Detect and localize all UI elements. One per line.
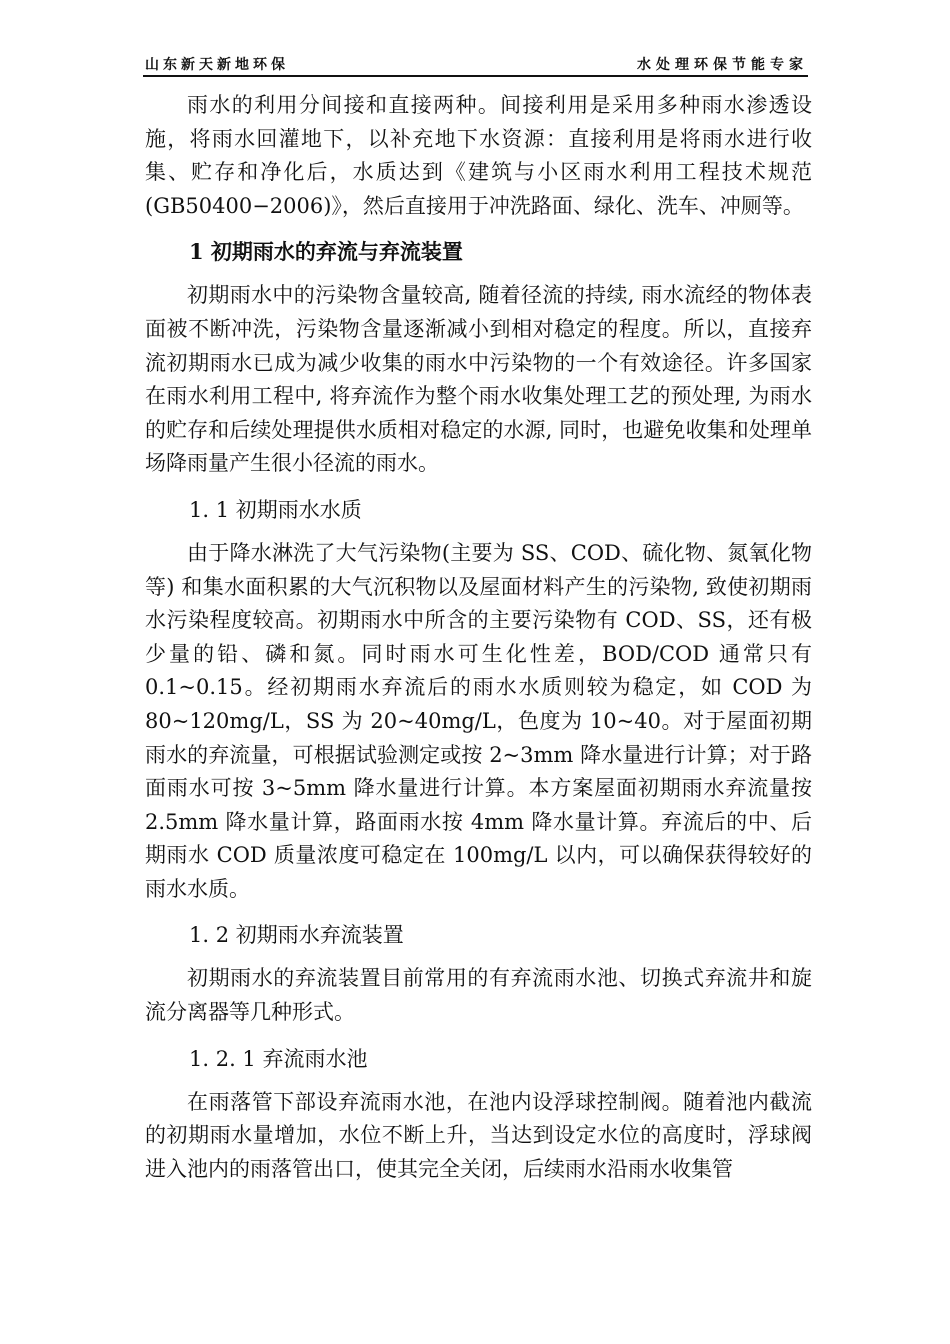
header-company: 山东新天新地环保 (145, 57, 289, 73)
section-1-2-paragraph: 初期雨水的弃流装置目前常用的有弃流雨水池、切换式弃流井和旋流分离器等几种形式。 (145, 966, 812, 1025)
document-body (145, 89, 812, 1186)
intro-paragraph: 雨水的利用分间接和直接两种。间接利用是采用多种雨水渗透设施，将雨水回灌地下，以补充地下水资源：直接利用是将雨水进行收集、贮存和净化后，水质达到《建筑与小区雨水利用工程技术规范(GB50400−2006)》，然后直接用于冲洗路面、绿化、洗车、冲厕等。 (145, 93, 812, 218)
header-rule (143, 75, 808, 77)
section-1-paragraph: 初期雨水中的污染物含量较高, 随着径流的持续, 雨水流经的物体表面被不断冲洗，污染物含量逐渐减小到相对稳定的程度。所以，直接弃流初期雨水已成为减少收集的雨水中污染物的一个有效途径。许多国家在雨水利用工程中, 将弃流作为整个雨水收集处理工艺的预处理, 为雨水的贮存和后续处理提供水质相对稳定的水源, 同时，也避免收集和处理单场降雨量产生很小径流的雨水。 (145, 283, 812, 476)
page-header (143, 56, 808, 78)
section-1-2-1-heading: 1. 2. 1 弃流雨水池 (189, 1046, 368, 1071)
section-1-1-heading: 1. 1 初期雨水水质 (189, 497, 362, 522)
section-1-2-heading: 1. 2 初期雨水弃流装置 (189, 923, 404, 948)
header-slogan: 水处理环保节能专家 (637, 57, 808, 73)
section-1-1-paragraph: 由于降水淋洗了大气污染物(主要为 SS、COD、硫化物、氮氧化物等) 和集水面积累的大气沉积物以及屋面材料产生的污染物, 致使初期雨水污染程度较高。初期雨水中所含的主要污染物有 COD、SS，还有极少量的铅、磷和氮。同时雨水可生化性差，BOD/COD 通常只有 0.1~0.15。经初期雨水弃流后的雨水水质则较为稳定，如 COD 为 80~120mg/L，SS 为 20~40mg/L，色度为 10~40。对于屋面初期雨水的弃流量，可根据试验测定或按 2~3mm 降水量进行计算；对于路面雨水可按 3~5mm 降水量进行计算。本方案屋面初期雨水弃流量按 2.5mm 降水量计算，路面雨水按 4mm 降水量计算。弃流后的中、后期雨水 COD 质量浓度可稳定在 100mg/L 以内，可以确保获得较好的雨水水质。 (145, 540, 812, 901)
section-1-heading: 1 初期雨水的弃流与弃流装置 (189, 239, 463, 265)
section-1-2-1-paragraph: 在雨落管下部设弃流雨水池，在池内设浮球控制阀。随着池内截流的初期雨水量增加，水位不断上升，当达到设定水位的高度时，浮球阀进入池内的雨落管出口，使其完全关闭，后续雨水沿雨水收集管 (145, 1089, 812, 1181)
